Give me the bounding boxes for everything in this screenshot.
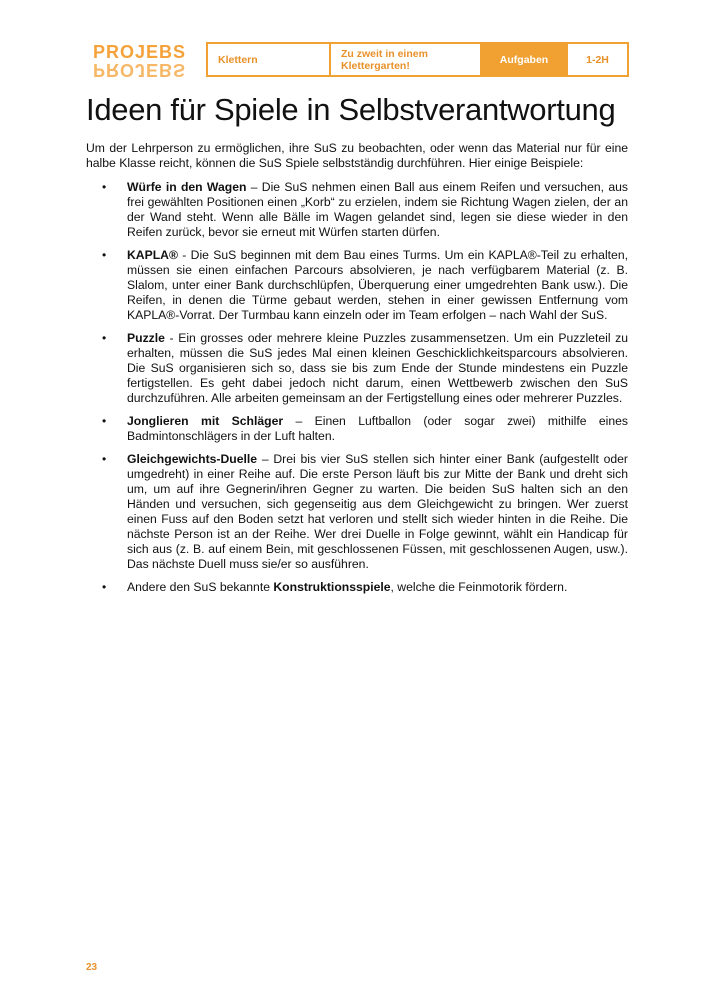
header-activity: Zu zweit in einem Klettergarten! [331,44,482,75]
list-item [86,414,628,444]
item-title: Jonglieren mit Schläger [127,414,284,428]
item-title: Konstruktionsspiele [273,580,391,594]
item-text-after: , welche die Feinmotorik fördern. [390,580,568,594]
list-item [86,331,628,406]
item-text-before: Andere den SuS bekannte [127,580,274,594]
bullet-icon: • [102,414,107,428]
item-title: Gleichgewichts-Duelle [127,452,258,466]
bullet-icon: • [102,580,107,594]
header-table [206,42,629,77]
logo-text: PROJEBS [93,42,187,62]
item-text: - Ein grosses oder mehrere kleine Puzzles zusammensetzen. Um ein Puzzleteil zu erhalten, müssen die SuS jedes Mal einen kleinen Geschicklichkeitsparcours absolvieren. Die SuS organisieren sich so, dass sie bis zum Ende der Stunde mindestens ein Puzzle fertigstellen. Es geht dabei jedoch nicht darum, einen Wettbewerb zwischen den SuS durchzuführen. Alle arbeiten gemeinsam an der Fertigstellung eines oder mehrerer Puzzles. [127,331,628,405]
bullet-icon: • [102,180,107,194]
page-number: 23 [86,962,98,973]
list-item [86,452,628,572]
item-title: Würfe in den Wagen [127,180,247,194]
item-title: KAPLA® [127,248,178,262]
item-text: – Drei bis vier SuS stellen sich hinter einer Bank (aufgestellt oder umgedreht) in einer Reihe auf. Die erste Person läuft bis zur Mitte der Bank und dreht sich um, um auf ihre Gegnerin/ihren Gegner zu warten. Die beiden SuS halten sich an den Händen und versuchen, sich gegenseitig aus dem Gleichgewicht zu bringen. Wer zuerst einen Fuss auf den Boden setzt hat verloren und stellt sich wieder hinten in die Reihe. Die nächste Person ist an der Reihe. Wer drei Duelle in Folge gewinnt, wählt ein Handicap für sich aus (z. B. auf einem Bein, mit geschlossenen Füssen, mit geschlossenen Augen, usw.). Das nächste Duell muss sie/er so ausführen. [127,452,628,571]
list-item [86,580,628,595]
bullet-icon: • [102,248,107,262]
intro-paragraph: Um der Lehrperson zu ermöglichen, ihre SuS zu beobachten, oder wenn das Material nur für eine halbe Klasse reicht, können die SuS Spiele selbstständig durchführen. Hier einige Beispiele: [86,141,628,170]
list-item [86,248,628,323]
bullet-icon: • [102,452,107,466]
header-section: Aufgaben [482,44,568,75]
page-title: Ideen für Spiele in Selbstverantwortung [86,92,616,127]
list-item [86,180,628,240]
bullet-icon: • [102,331,107,345]
game-list [86,180,628,603]
logo-text-mirrored: PROJEBS [93,60,187,80]
item-text: - Die SuS beginnen mit dem Bau eines Turms. Um ein KAPLA®-Teil zu erhalten, müssen sie einen einfachen Parcours absolvieren, je nach verfügbarem Material (z. B. Slalom, unter einer Bank durchschlüpfen, Überquerung einer umgedrehten Bank usw.). Die Reifen, in denen die Türme gebaut werden, stehen in einer gewissen Entfernung vom KAPLA®-Vorrat. Der Turmbau kann einzeln oder im Team erfolgen – nach Wahl der SuS. [127,248,628,322]
projebs-logo [93,44,189,80]
item-text: – Einen Luftballon (oder sogar zwei) mithilfe eines Badmintonschlägers in der Luft halten. [127,414,629,443]
item-text: – Die SuS nehmen einen Ball aus einem Reifen und versuchen, aus frei gewählten Positionen einen „Korb“ zu erzielen, indem sie Richtung Wagen zielen, der an der Wand steht. Wenn alle Bälle im Wagen gelandet sind, legen sie diese wieder in den Reifen zurück, bevor sie erneut mit Würfen starten dürfen. [127,180,628,239]
header-level: 1-2H [586,53,609,66]
item-title: Puzzle [127,331,165,345]
header-topic: Klettern [208,44,331,75]
